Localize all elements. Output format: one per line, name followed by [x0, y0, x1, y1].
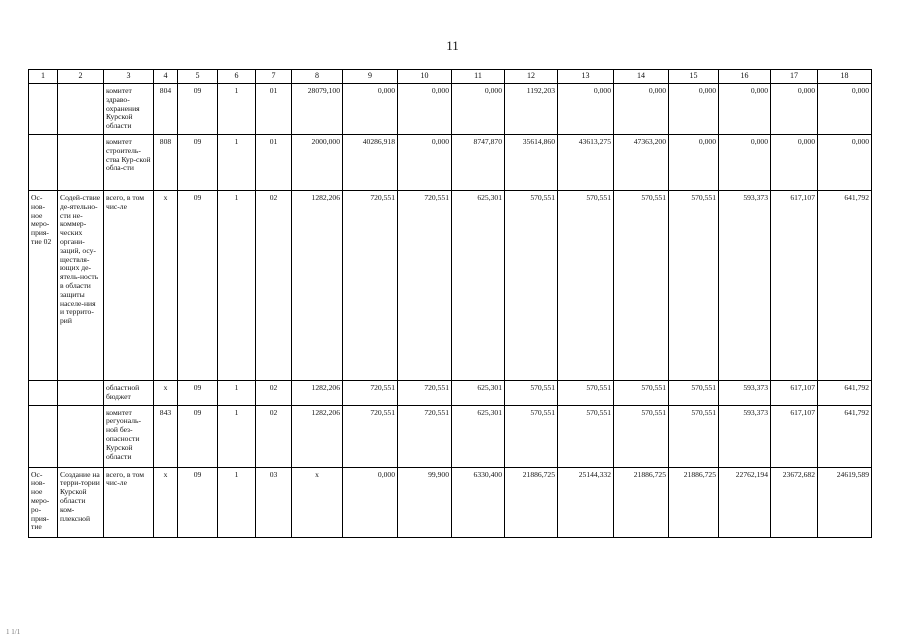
table-cell-col-18: 641,792	[818, 405, 872, 467]
table-cell-col-4: 843	[154, 405, 178, 467]
table-cell-col-15: 0,000	[669, 84, 719, 135]
table-cell-col-16: 593,373	[719, 405, 771, 467]
table-cell-col-10: 0,000	[398, 84, 452, 135]
table-cell-col-1	[29, 134, 58, 190]
header-cell-8: 8	[292, 70, 343, 84]
table-cell-col-2	[58, 134, 104, 190]
table-cell-col-18: 641,792	[818, 190, 872, 380]
table-cell-col-16: 22762,194	[719, 467, 771, 537]
table-cell-col-11: 0,000	[452, 84, 505, 135]
table-cell-col-6: 1	[218, 405, 256, 467]
header-cell-1: 1	[29, 70, 58, 84]
table-cell-col-4: х	[154, 190, 178, 380]
table-cell-col-4: х	[154, 380, 178, 405]
table-cell-col-2: Содей-ствие де-ятельно-сти не-коммер-ческих органи-заций, осу-ществля-ющих де-ятель-ность в области защиты населе-ния и террито-рий	[58, 190, 104, 380]
header-cell-11: 11	[452, 70, 505, 84]
table-cell-col-4: х	[154, 467, 178, 537]
table-cell-col-7: 02	[256, 405, 292, 467]
table-cell-col-10: 99,900	[398, 467, 452, 537]
table-cell-col-5: 09	[178, 380, 218, 405]
table-cell-col-14: 21886,725	[614, 467, 669, 537]
header-cell-16: 16	[719, 70, 771, 84]
table-cell-col-9: 720,551	[343, 405, 398, 467]
table-cell-col-1	[29, 84, 58, 135]
table-cell-col-13: 25144,332	[558, 467, 614, 537]
table-cell-col-1	[29, 380, 58, 405]
table-cell-col-3: комитет здраво-охранения Курской области	[104, 84, 154, 135]
table-cell-col-10: 720,551	[398, 190, 452, 380]
table-cell-col-4: 804	[154, 84, 178, 135]
table-cell-col-6: 1	[218, 134, 256, 190]
table-cell-col-12: 1192,203	[505, 84, 558, 135]
table-row	[29, 467, 872, 537]
table-cell-col-17: 0,000	[771, 134, 818, 190]
table-cell-col-9: 0,000	[343, 84, 398, 135]
table-cell-col-1	[29, 405, 58, 467]
table-cell-col-16: 593,373	[719, 380, 771, 405]
table-cell-col-12: 570,551	[505, 380, 558, 405]
table-cell-col-4: 808	[154, 134, 178, 190]
table-row	[29, 190, 872, 380]
table-cell-col-15: 0,000	[669, 134, 719, 190]
table-cell-col-14: 570,551	[614, 405, 669, 467]
table-cell-col-17: 617,107	[771, 190, 818, 380]
table-cell-col-17: 23672,682	[771, 467, 818, 537]
table-cell-col-7: 01	[256, 84, 292, 135]
table-cell-col-6: 1	[218, 380, 256, 405]
table-cell-col-5: 09	[178, 190, 218, 380]
budget-table	[28, 69, 872, 538]
table-cell-col-13: 570,551	[558, 190, 614, 380]
table-cell-col-15: 570,551	[669, 190, 719, 380]
table-cell-col-7: 02	[256, 380, 292, 405]
table-cell-col-17: 617,107	[771, 380, 818, 405]
table-cell-col-9: 720,551	[343, 190, 398, 380]
table-cell-col-3: всего, в том чис-ле	[104, 467, 154, 537]
table-cell-col-16: 593,373	[719, 190, 771, 380]
table-cell-col-8: 1282,206	[292, 380, 343, 405]
table-cell-col-11: 6330,400	[452, 467, 505, 537]
table-cell-col-6: 1	[218, 84, 256, 135]
page-number: 11	[446, 38, 459, 53]
table-cell-col-11: 625,301	[452, 405, 505, 467]
header-cell-15: 15	[669, 70, 719, 84]
table-cell-col-18: 641,792	[818, 380, 872, 405]
table-cell-col-1: Ос-нов-ное меро-ро-прия-тие	[29, 467, 58, 537]
table-cell-col-14: 47363,200	[614, 134, 669, 190]
header-cell-9: 9	[343, 70, 398, 84]
table-row	[29, 84, 872, 135]
table-cell-col-2	[58, 380, 104, 405]
table-cell-col-12: 570,551	[505, 405, 558, 467]
table-cell-col-13: 0,000	[558, 84, 614, 135]
table-cell-col-18: 0,000	[818, 134, 872, 190]
table-cell-col-12: 35614,860	[505, 134, 558, 190]
table-cell-col-12: 21886,725	[505, 467, 558, 537]
table-cell-col-5: 09	[178, 84, 218, 135]
table-cell-col-13: 43613,275	[558, 134, 614, 190]
table-cell-col-6: 1	[218, 467, 256, 537]
table-cell-col-13: 570,551	[558, 405, 614, 467]
table-cell-col-6: 1	[218, 190, 256, 380]
table-cell-col-17: 617,107	[771, 405, 818, 467]
footer-mark: 1 1/1	[6, 628, 21, 636]
header-cell-4: 4	[154, 70, 178, 84]
table-cell-col-11: 625,301	[452, 190, 505, 380]
header-cell-18: 18	[818, 70, 872, 84]
table-cell-col-3: областной бюджет	[104, 380, 154, 405]
table-cell-col-9: 0,000	[343, 467, 398, 537]
table-cell-col-8: 2000,000	[292, 134, 343, 190]
table-cell-col-9: 720,551	[343, 380, 398, 405]
table-cell-col-18: 0,000	[818, 84, 872, 135]
table-cell-col-2: Создание на терри-тории Курской области ком-плексной	[58, 467, 104, 537]
table-cell-col-8: 28079,100	[292, 84, 343, 135]
header-cell-7: 7	[256, 70, 292, 84]
table-cell-col-8: 1282,206	[292, 405, 343, 467]
table-cell-col-3: всего, в том чис-ле	[104, 190, 154, 380]
header-cell-14: 14	[614, 70, 669, 84]
table-cell-col-8: х	[292, 467, 343, 537]
table-cell-col-15: 570,551	[669, 405, 719, 467]
table-cell-col-1: Ос-нов-ное меро-прия-тие 02	[29, 190, 58, 380]
header-cell-13: 13	[558, 70, 614, 84]
table-row	[29, 380, 872, 405]
header-cell-5: 5	[178, 70, 218, 84]
table-cell-col-5: 09	[178, 467, 218, 537]
table-cell-col-14: 570,551	[614, 380, 669, 405]
header-cell-10: 10	[398, 70, 452, 84]
table-cell-col-7: 03	[256, 467, 292, 537]
table-cell-col-9: 40286,918	[343, 134, 398, 190]
table-cell-col-13: 570,551	[558, 380, 614, 405]
header-cell-3: 3	[104, 70, 154, 84]
table-cell-col-7: 01	[256, 134, 292, 190]
header-cell-2: 2	[58, 70, 104, 84]
table-cell-col-11: 625,301	[452, 380, 505, 405]
table-cell-col-3: комитет строитель-ства Кур-ской обла-сти	[104, 134, 154, 190]
header-cell-6: 6	[218, 70, 256, 84]
table-cell-col-10: 0,000	[398, 134, 452, 190]
table-cell-col-12: 570,551	[505, 190, 558, 380]
header-cell-17: 17	[771, 70, 818, 84]
table-cell-col-14: 0,000	[614, 84, 669, 135]
table-cell-col-3: комитет регуональ-ной без-опасности Курской области	[104, 405, 154, 467]
table-cell-col-2	[58, 84, 104, 135]
table-row	[29, 134, 872, 190]
table-cell-col-17: 0,000	[771, 84, 818, 135]
table-cell-col-15: 21886,725	[669, 467, 719, 537]
table-cell-col-5: 09	[178, 405, 218, 467]
table-cell-col-10: 720,551	[398, 405, 452, 467]
table-cell-col-11: 8747,870	[452, 134, 505, 190]
table-cell-col-7: 02	[256, 190, 292, 380]
table-row	[29, 405, 872, 467]
table-cell-col-10: 720,551	[398, 380, 452, 405]
table-cell-col-8: 1282,206	[292, 190, 343, 380]
header-cell-12: 12	[505, 70, 558, 84]
header-row	[29, 70, 872, 84]
table-cell-col-16: 0,000	[719, 134, 771, 190]
table-cell-col-2	[58, 405, 104, 467]
table-cell-col-16: 0,000	[719, 84, 771, 135]
table-cell-col-18: 24619,589	[818, 467, 872, 537]
table-cell-col-15: 570,551	[669, 380, 719, 405]
table-cell-col-14: 570,551	[614, 190, 669, 380]
table-cell-col-5: 09	[178, 134, 218, 190]
